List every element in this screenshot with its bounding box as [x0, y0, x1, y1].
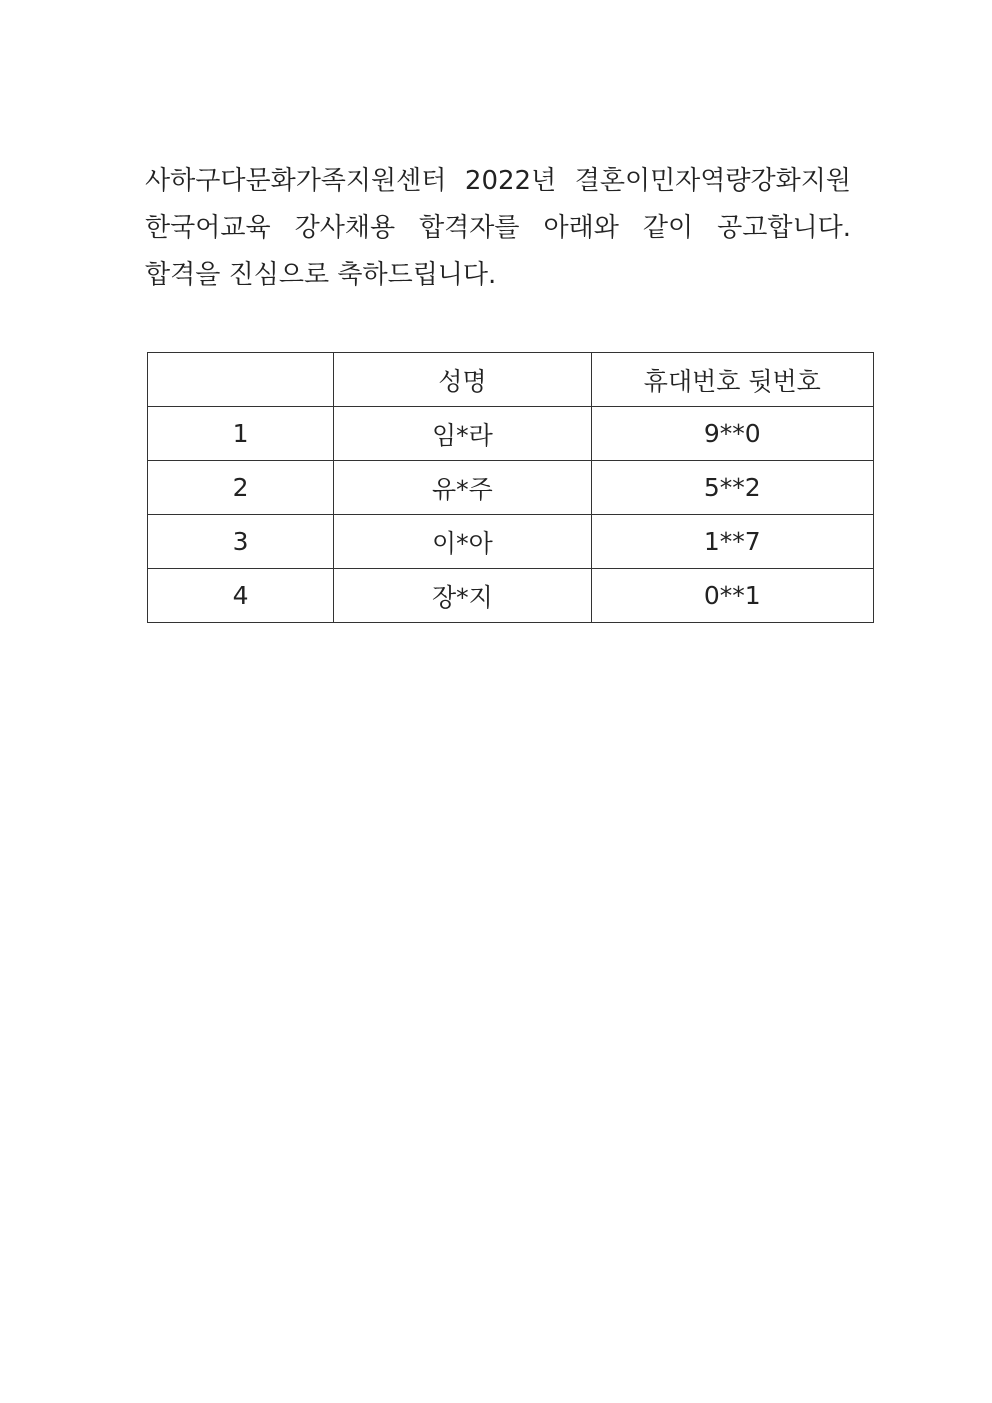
table-row: [148, 515, 874, 569]
successful-candidates-table: [147, 352, 874, 623]
phone-suffix: 5**2: [591, 461, 873, 515]
row-number: 2: [148, 461, 334, 515]
table-row: [148, 569, 874, 623]
row-number: 4: [148, 569, 334, 623]
announcement-line-1: 사하구다문화가족지원센터 2022년 결혼이민자역량강화지원: [145, 166, 851, 196]
candidate-name: 장*지: [334, 569, 591, 623]
candidate-name: 유*주: [334, 461, 591, 515]
announcement-line-2: 한국어교육 강사채용 합격자를 아래와 같이 공고합니다.: [145, 213, 851, 243]
candidate-name: 이*아: [334, 515, 591, 569]
header-phone-suffix: 휴대번호 뒷번호: [591, 353, 873, 407]
announcement-line-3: 합격을 진심으로 축하드립니다.: [145, 260, 497, 290]
phone-suffix: 1**7: [591, 515, 873, 569]
row-number: 3: [148, 515, 334, 569]
row-number: 1: [148, 407, 334, 461]
phone-suffix: 0**1: [591, 569, 873, 623]
table-header-row: [148, 353, 874, 407]
header-number: [148, 353, 334, 407]
table-row: [148, 461, 874, 515]
phone-suffix: 9**0: [591, 407, 873, 461]
header-name: 성명: [334, 353, 591, 407]
candidate-name: 임*라: [334, 407, 591, 461]
announcement-text: [145, 158, 851, 299]
table-row: [148, 407, 874, 461]
